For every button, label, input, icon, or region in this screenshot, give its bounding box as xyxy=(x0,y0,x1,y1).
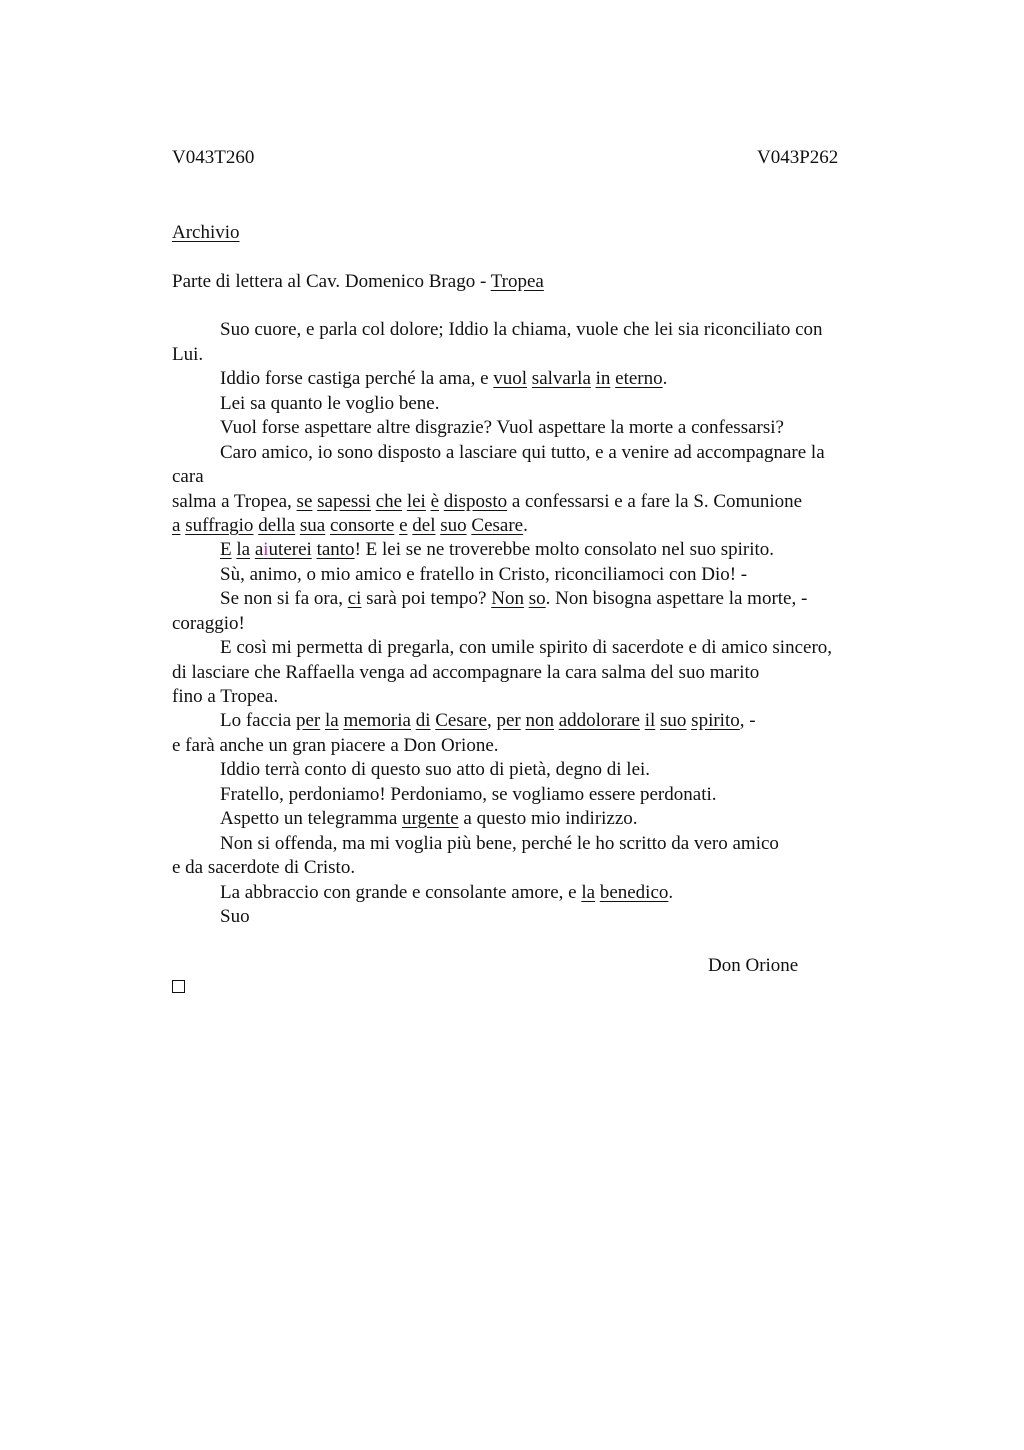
highlighted-letter: i xyxy=(263,539,269,560)
underlined-word: Cesare xyxy=(471,515,524,536)
underlined-word: eterno xyxy=(615,368,663,389)
body-line xyxy=(220,367,667,391)
body-line: Vuol forse aspettare altre disgrazie? Vuol aspettare la morte a confessarsi? xyxy=(220,417,784,438)
body-line xyxy=(220,709,756,733)
signature: Don Orione xyxy=(708,955,799,976)
subtitle-text: Parte di lettera al Cav. Domenico Brago - xyxy=(172,271,491,292)
underlined-word: della xyxy=(258,515,296,536)
text-run: . xyxy=(668,882,674,903)
underlined-word: lei xyxy=(406,491,426,512)
text-run: sarà poi tempo? xyxy=(361,588,492,609)
body-line: E così mi permetta di pregarla, con umile spirito di sacerdote e di amico sincero, xyxy=(220,637,833,658)
body-line: fino a Tropea. xyxy=(172,686,279,707)
underlined-word: Cesare xyxy=(435,710,487,731)
underlined-word: sua xyxy=(299,515,326,536)
underlined-word: so xyxy=(528,588,546,609)
body-line: Lei sa quanto le voglio bene. xyxy=(220,393,440,414)
underlined-word: benedico xyxy=(599,882,669,903)
underlined-word: consorte xyxy=(329,515,395,536)
body-line: e da sacerdote di Cristo. xyxy=(172,857,356,878)
underlined-word: suo xyxy=(440,515,467,536)
text-run: uterei xyxy=(268,539,312,560)
underlined-word: disposto xyxy=(443,491,508,512)
body-line: Lui. xyxy=(172,344,204,365)
text-run: . xyxy=(662,368,668,389)
body-line: Sù, animo, o mio amico e fratello in Cristo, riconciliamoci con Dio! - xyxy=(220,564,748,585)
body-line xyxy=(220,881,673,905)
body-line xyxy=(172,490,802,514)
underlined-word: urgente xyxy=(402,808,459,829)
body-line: Iddio terrà conto di questo suo atto di pietà, degno di lei. xyxy=(220,759,651,780)
underlined-word: la xyxy=(236,539,251,560)
underlined-word: se xyxy=(296,491,313,512)
text-run: , - xyxy=(739,710,756,731)
text-run: , xyxy=(486,710,497,731)
text-run: Iddio forse castiga perché la ama, e xyxy=(220,368,494,389)
section-title: Archivio xyxy=(172,222,240,243)
underlined-word: in xyxy=(595,368,611,389)
empty-square-icon xyxy=(172,980,185,993)
underlined-word: è xyxy=(430,491,440,512)
body-line: Caro amico, io sono disposto a lasciare qui tutto, e a venire ad accompagnare la xyxy=(220,442,825,463)
underlined-word: a xyxy=(172,515,181,536)
body-line: coraggio! xyxy=(172,613,245,634)
body-line xyxy=(172,514,528,538)
underlined-word: non xyxy=(525,710,554,731)
underlined-word: per xyxy=(496,710,521,731)
subtitle-place: Tropea xyxy=(490,271,544,292)
underlined-word: salvarla xyxy=(531,368,591,389)
underlined-word: del xyxy=(412,515,436,536)
underlined-word: per xyxy=(295,710,321,731)
body-line: cara xyxy=(172,466,204,487)
text-run: La abbraccio con grande e consolante amore, e xyxy=(220,882,582,903)
text-run: ! E lei se ne troverebbe molto consolato nel suo spirito. xyxy=(354,539,775,560)
text-run: Lo faccia xyxy=(220,710,296,731)
body-line xyxy=(220,807,638,831)
text-run: Se non si fa ora, xyxy=(220,588,348,609)
text-run: a xyxy=(254,539,264,560)
underlined-word: sapessi xyxy=(317,491,371,512)
underlined-word: spirito xyxy=(691,710,740,731)
body-line: Non si offenda, ma mi voglia più bene, perché le ho scritto da vero amico xyxy=(220,833,779,854)
underlined-word: tanto xyxy=(316,539,355,560)
body-line xyxy=(220,587,807,611)
body-line: Suo cuore, e parla col dolore; Iddio la chiama, vuole che lei sia riconciliato con xyxy=(220,319,823,340)
text-run: a questo mio indirizzo. xyxy=(458,808,638,829)
document-code-left: V043T260 xyxy=(172,147,255,168)
closing-word: Suo xyxy=(220,906,250,927)
underlined-word: E xyxy=(220,539,232,560)
underlined-word: la xyxy=(581,882,596,903)
underlined-word: suffragio xyxy=(185,515,254,536)
underlined-word: e xyxy=(399,515,408,536)
underlined-word: il xyxy=(644,710,656,731)
underlined-word: la xyxy=(324,710,339,731)
underlined-word: di xyxy=(415,710,431,731)
body-line: Fratello, perdoniamo! Perdoniamo, se vogliamo essere perdonati. xyxy=(220,784,717,805)
underlined-word: ci xyxy=(347,588,362,609)
underlined-word: memoria xyxy=(343,710,411,731)
body-line: e farà anche un gran piacere a Don Orione. xyxy=(172,735,499,756)
underlined-word: che xyxy=(375,491,403,512)
body-line xyxy=(220,538,774,562)
letter-subtitle xyxy=(172,270,544,294)
text-run: Aspetto un telegramma xyxy=(220,808,403,829)
underlined-word: vuol xyxy=(493,368,528,389)
body-line: di lasciare che Raffaella venga ad accompagnare la cara salma del suo marito xyxy=(172,662,760,683)
underlined-word: suo xyxy=(660,710,687,731)
text-run: . Non bisogna aspettare la morte, - xyxy=(545,588,808,609)
text-run: a confessarsi e a fare la S. Comunione xyxy=(507,491,803,512)
underlined-word: addolorare xyxy=(558,710,640,731)
text-run: . xyxy=(523,515,528,536)
document-code-right: V043P262 xyxy=(757,147,839,168)
underlined-word xyxy=(255,539,312,560)
text-run: salma a Tropea, xyxy=(172,491,297,512)
underlined-word: Non xyxy=(491,588,524,609)
